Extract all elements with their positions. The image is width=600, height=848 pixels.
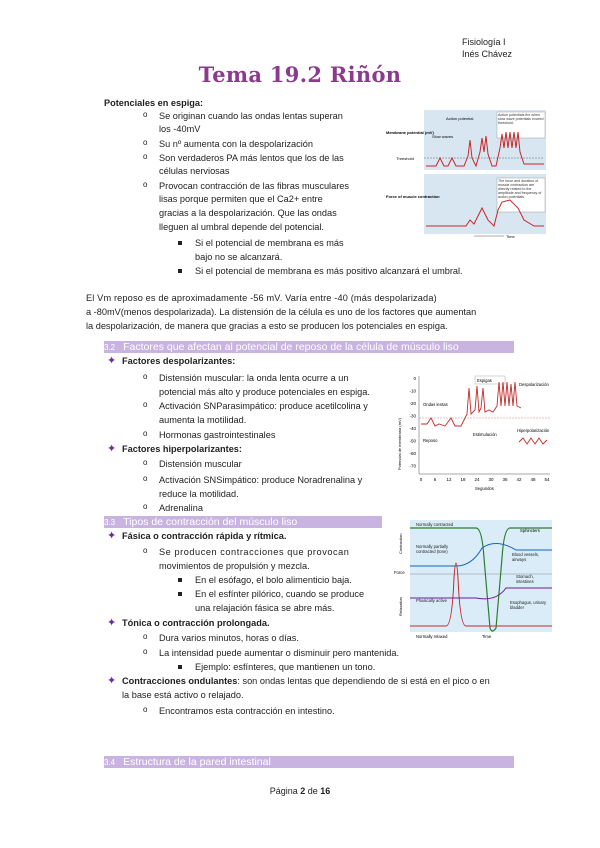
fig3-sph-label: Sphincters <box>520 528 540 533</box>
espiga-s1a: Si el potencial de membrana es más <box>195 238 344 248</box>
fig2-ytick-label: -60 <box>409 451 416 456</box>
arrow-bullet-icon: ✦ <box>107 355 117 367</box>
espiga-s2: Si el potencial de membrana es más positivo alcanzará el umbral. <box>195 266 463 276</box>
espiga-b1a: Se originan cuando las ondas lentas superan <box>159 111 343 121</box>
fact-h2a: Activación SNSimpático: produce Noradrenalina y <box>159 475 363 485</box>
espiga-b2: Su nº aumenta con la despolarización <box>159 139 314 149</box>
tipos-ts1: Ejemplo: esfínteres, que mantienen un tono. <box>195 662 376 672</box>
fact-d1b: potencial más alto y produce potenciales en espiga. <box>159 387 370 397</box>
espiga-b4d: lleguen al umbral depende del potencial. <box>159 222 324 232</box>
fig2-espigas-label: Espigas <box>477 378 492 383</box>
fact-h3: Adrenalina <box>159 503 203 513</box>
tipos-t1: Dura varios minutos, horas o días. <box>159 633 299 643</box>
fig3-nc-label: Normally contracted <box>416 522 454 527</box>
espiga-b1b: los -40mV <box>159 124 201 134</box>
fig2-ondas-label: Ondas lentas <box>423 402 448 407</box>
fig2-estim-label: Estimulación <box>473 432 497 437</box>
fig1-annotation-2: The force and duration of muscle contraction are directly related to the amplitude and frequency of action potentials. <box>498 179 542 199</box>
tipos-tonica: Tónica o contracción prolongada. <box>122 618 270 628</box>
fig2-xtick-label: 24 <box>474 477 480 482</box>
bullet-circle-icon: o <box>143 705 148 714</box>
section-title: Tipos de contracción del músculo liso <box>123 516 298 528</box>
fig2-ytick-label: -30 <box>409 413 416 419</box>
bullet-square-icon <box>178 269 182 273</box>
tipos-o1: Encontramos esta contracción en intestino. <box>159 706 335 716</box>
fig3-force-label: Force <box>394 570 405 575</box>
footer-prefix: Página <box>269 786 301 796</box>
fig2-ytick-label: -10 <box>409 388 416 394</box>
bullet-square-icon <box>178 241 182 245</box>
section-title: Estructura de la pared intestinal <box>123 756 271 768</box>
bullet-circle-icon: o <box>143 400 148 409</box>
page-header <box>462 36 512 60</box>
figure-espiga-diagram <box>384 108 548 238</box>
fig3-es-label: Esophagus, urinary bladder <box>510 600 547 610</box>
bullet-circle-icon: o <box>143 429 148 438</box>
fact-hiper-heading: Factores hiperpolarizantes: <box>122 444 242 454</box>
tipos-ondulantes-bold: Contracciones ondulantes <box>122 676 238 686</box>
fig2-ytick-label: -50 <box>409 438 416 444</box>
espiga-b4a: Provocan contracción de las fibras musculares <box>159 181 349 191</box>
espiga-b3b: células nerviosas <box>159 166 230 176</box>
fact-d3: Hormonas gastrointestinales <box>159 430 276 440</box>
bullet-square-icon <box>178 592 182 596</box>
bullet-circle-icon: o <box>143 632 148 641</box>
fig2-xtick-label: 30 <box>488 477 494 482</box>
fig3-pa-label: Phasically active <box>416 598 447 603</box>
fig1-annotation-1: Action potentials fire when slow wave potentials exceed threshold. <box>498 113 544 125</box>
bullet-square-icon <box>178 578 182 582</box>
fig3-relaxation-label: Relaxation <box>398 597 403 616</box>
tipos-fs2a: En el esfínter pilórico, cuando se produce <box>195 589 365 599</box>
bullet-circle-icon: o <box>143 474 148 483</box>
header-author: Inés Chávez <box>461 49 512 59</box>
fig2-xlabel: Segundos <box>475 486 494 491</box>
espiga-b4c: gracias a la despolarización. Que las ondas <box>159 208 337 218</box>
svg-text:Membrane potential (mV) <box>386 130 434 135</box>
fig2-xtick-label: 18 <box>460 477 466 482</box>
bullet-circle-icon: o <box>143 458 148 467</box>
tipos-fasica: Fásica o contracción rápida y rítmica. <box>122 531 287 541</box>
tipos-ondulantes <box>122 675 490 687</box>
fig2-ylabel: Potencial de membrana (mV) <box>397 417 402 470</box>
figure-potencial-chart <box>395 366 555 496</box>
fact-desp-heading: Factores despolarizantes: <box>122 356 236 366</box>
fig2-ytick-label: 0 <box>413 376 416 381</box>
espiga-b3a: Son verdaderos PA más lentos que los de las <box>159 153 344 163</box>
fact-d2a: Activación SNParasimpático: produce acetilcolina y <box>159 401 368 411</box>
header-subject: Fisiología I <box>461 37 506 47</box>
fig2-ytick-label: -40 <box>409 426 416 431</box>
bullet-square-icon <box>178 665 182 669</box>
footer-total-pages: 16 <box>320 786 331 796</box>
fig3-npc-label: Normally partially contracted (tone) <box>416 544 449 554</box>
para-line-2: a -80mV(menos despolarizada). La distensión de la célula es uno de los factores que aumentan <box>86 307 477 317</box>
tipos-fs2b: una relajación fásica se abre más. <box>195 603 335 613</box>
tipos-ond-2: la base está activo o relajado. <box>122 690 244 700</box>
fig2-reposo-label: Reposo <box>423 438 438 443</box>
fact-d2b: aumenta la motilidad. <box>159 415 247 425</box>
figure-contraction-types <box>386 518 554 640</box>
fact-h1: Distensión muscular <box>159 459 242 469</box>
bullet-circle-icon: o <box>143 372 148 381</box>
fig2-desp-label: Despolarización <box>519 382 549 387</box>
fig1-slow-label: Slow waves <box>432 134 454 139</box>
fig3-contraction-label: Contraction <box>398 533 403 554</box>
page-footer <box>0 786 600 796</box>
section-number: 3.2 <box>104 343 116 352</box>
fig1-ap-label: Action potential <box>446 116 474 121</box>
para-line-3: la despolarización, de manera que gracias a esto se producen los potenciales en espiga. <box>86 321 448 331</box>
fig1-threshold-label: Threshold <box>396 156 414 161</box>
bullet-circle-icon: o <box>143 152 148 161</box>
arrow-bullet-icon: ✦ <box>107 617 117 629</box>
arrow-bullet-icon: ✦ <box>107 675 117 687</box>
tipos-f1b: movimientos de propulsión y mezcla. <box>159 561 310 571</box>
fig2-xtick-label: 42 <box>516 477 522 482</box>
fig2-hiper-label: Hiperpolarización <box>517 428 550 433</box>
bullet-circle-icon: o <box>143 546 148 555</box>
tipos-ondulantes-rest: : son ondas lentas que dependiendo de si está en el pico o en <box>237 676 490 686</box>
section-number: 3.4 <box>104 758 116 767</box>
bullet-circle-icon: o <box>143 110 148 119</box>
section-number: 3.3 <box>104 518 116 527</box>
tipos-fs1: En el esófago, el bolo alimenticio baja. <box>195 575 352 585</box>
fig2-xtick-label: 6 <box>433 477 437 482</box>
fig2-xtick-label: 36 <box>502 477 508 482</box>
fig2-ytick-label: -70 <box>409 463 416 469</box>
fig2-xtick-label: 0 <box>419 477 423 482</box>
bullet-circle-icon: o <box>143 138 148 147</box>
fact-d1a: Distensión muscular: la onda lenta ocurre a un <box>159 373 349 383</box>
fig2-xtick-label: 54 <box>544 477 550 482</box>
fig3-bv-label: Blood vessels, airways <box>512 552 539 562</box>
fig3-st-label: Stomach, intestines <box>516 574 534 584</box>
footer-mid: de <box>305 786 321 796</box>
fig1-mp-label: Membrane potential (mV) <box>386 130 434 135</box>
tipos-t2: La intensidad puede aumentar o disminuir pero mantenida. <box>159 648 400 658</box>
bullet-circle-icon: o <box>143 180 148 189</box>
fig1-force-label: Force of muscle contraction <box>386 194 440 199</box>
tipos-f1a: Se producen contracciones que provocan <box>159 547 350 557</box>
footer-page-number: 2 <box>300 786 306 796</box>
section-heading-tipos <box>104 516 382 528</box>
fig1-time-label: Time <box>506 234 515 238</box>
section-title: Factores que afectan al potencial de reposo de la célula de músculo liso <box>123 341 459 353</box>
fig3-time-label: Time <box>482 634 492 639</box>
page-title: Tema 19.2 Riñón <box>198 62 402 87</box>
section-heading-factores <box>104 341 514 353</box>
fig2-xtick-label: 12 <box>446 477 452 482</box>
para-line-1: El Vm reposo es de aproximadamente -56 mV. Varía entre -40 (más despolarizada) <box>86 293 437 303</box>
espiga-s1b: bajo no se alcanzará. <box>195 252 283 262</box>
espiga-heading: Potenciales en espiga: <box>104 98 204 108</box>
espiga-b4b: lisas porque permiten que el Ca2+ entre <box>159 194 323 204</box>
fig2-xtick-label: 48 <box>530 477 536 482</box>
bullet-circle-icon: o <box>143 647 148 656</box>
fig3-nr-label: Normally relaxed <box>416 634 448 639</box>
fig2-ytick-label: -20 <box>409 401 416 406</box>
arrow-bullet-icon: ✦ <box>107 530 117 542</box>
bullet-circle-icon: o <box>143 502 148 511</box>
arrow-bullet-icon: ✦ <box>107 443 117 455</box>
section-heading-estructura <box>104 756 514 768</box>
fact-h2b: reduce la motilidad. <box>159 489 239 499</box>
